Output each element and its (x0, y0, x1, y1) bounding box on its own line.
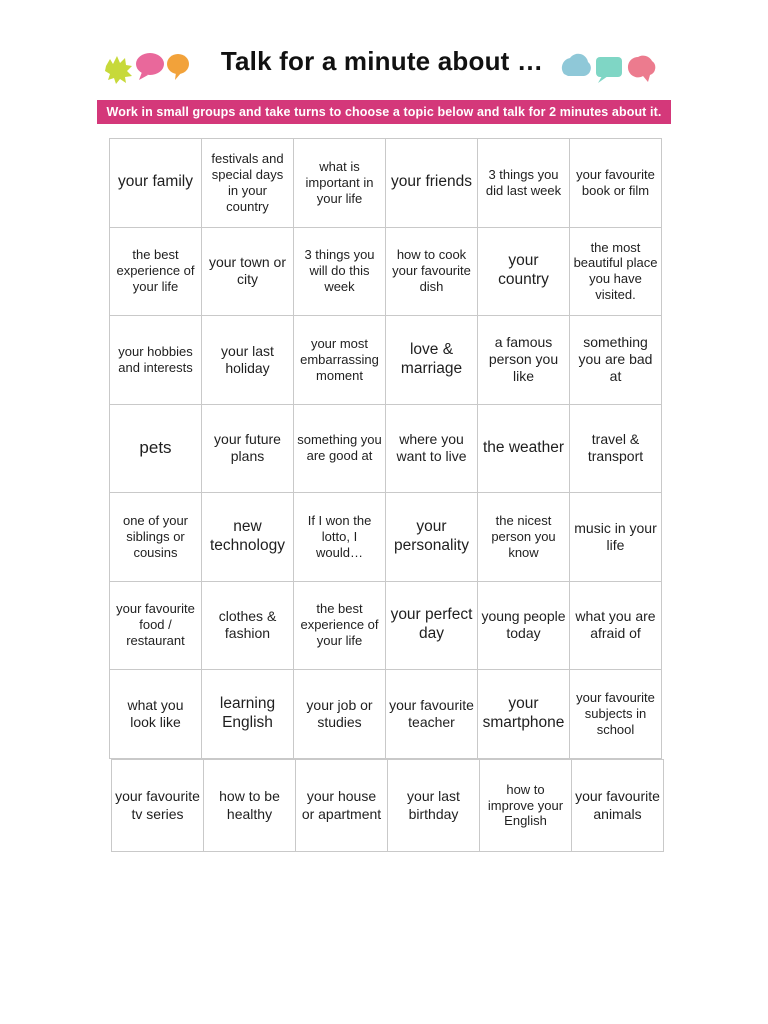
topic-cell: how to be healthy (204, 760, 296, 852)
topic-cell: the best experience of your life (294, 582, 386, 671)
topic-cell: clothes & fashion (202, 582, 294, 671)
topic-cell: learning English (202, 670, 294, 759)
topic-cell: your future plans (202, 405, 294, 494)
topic-cell: your most embarrassing moment (294, 316, 386, 405)
topic-cell: your town or city (202, 228, 294, 317)
topic-cell: something you are bad at (570, 316, 662, 405)
topic-cell: where you want to live (386, 405, 478, 494)
topic-cell: young people today (478, 582, 570, 671)
header (96, 40, 668, 92)
topic-cell: festivals and special days in your country (202, 139, 294, 228)
topic-cell: If I won the lotto, I would… (294, 493, 386, 582)
topic-cell: your job or studies (294, 670, 386, 759)
topic-cell: the most beautiful place you have visited. (570, 228, 662, 317)
topic-cell: your family (110, 139, 202, 228)
topic-cell: the nicest person you know (478, 493, 570, 582)
topic-cell: something you are good at (294, 405, 386, 494)
speech-bubble-icon (562, 54, 591, 76)
topic-cell: your last holiday (202, 316, 294, 405)
speech-bubble-icon (628, 56, 655, 82)
topic-cell: 3 things you did last week (478, 139, 570, 228)
topic-cell: your favourite food / restaurant (110, 582, 202, 671)
topic-cell: one of your siblings or cousins (110, 493, 202, 582)
topic-cell: new technology (202, 493, 294, 582)
topic-cell: how to improve your English (480, 760, 572, 852)
topic-cell: your hobbies and interests (110, 316, 202, 405)
topic-cell: your favourite tv series (112, 760, 204, 852)
page-title: Talk for a minute about … (220, 46, 544, 76)
topic-cell: pets (110, 405, 202, 494)
topic-cell: a famous person you like (478, 316, 570, 405)
speech-bubbles-icon (558, 50, 662, 86)
topic-cell: what is important in your life (294, 139, 386, 228)
topic-grid (109, 138, 662, 759)
topic-cell: your favourite teacher (386, 670, 478, 759)
topic-cell: your friends (386, 139, 478, 228)
topic-cell: 3 things you will do this week (294, 228, 386, 317)
topic-cell: your favourite book or film (570, 139, 662, 228)
topic-cell: music in your life (570, 493, 662, 582)
topic-cell: what you look like (110, 670, 202, 759)
topic-cell: your country (478, 228, 570, 317)
topic-cell: your last birthday (388, 760, 480, 852)
topic-cell: the best experience of your life (110, 228, 202, 317)
topic-cell: your favourite animals (572, 760, 664, 852)
instructions-banner: Work in small groups and take turns to choose a topic below and talk for 2 minutes about it. (97, 100, 671, 124)
topic-cell: your favourite subjects in school (570, 670, 662, 759)
topic-cell: your smartphone (478, 670, 570, 759)
topic-cell: what you are afraid of (570, 582, 662, 671)
topic-cell: your personality (386, 493, 478, 582)
topic-cell: how to cook your favourite dish (386, 228, 478, 317)
topic-cell: travel & transport (570, 405, 662, 494)
topic-cell: your house or apartment (296, 760, 388, 852)
topic-cell: your perfect day (386, 582, 478, 671)
speech-bubble-icon (596, 57, 622, 83)
topic-cell: the weather (478, 405, 570, 494)
topic-grid-last-row (111, 759, 664, 852)
topic-cell: love & marriage (386, 316, 478, 405)
